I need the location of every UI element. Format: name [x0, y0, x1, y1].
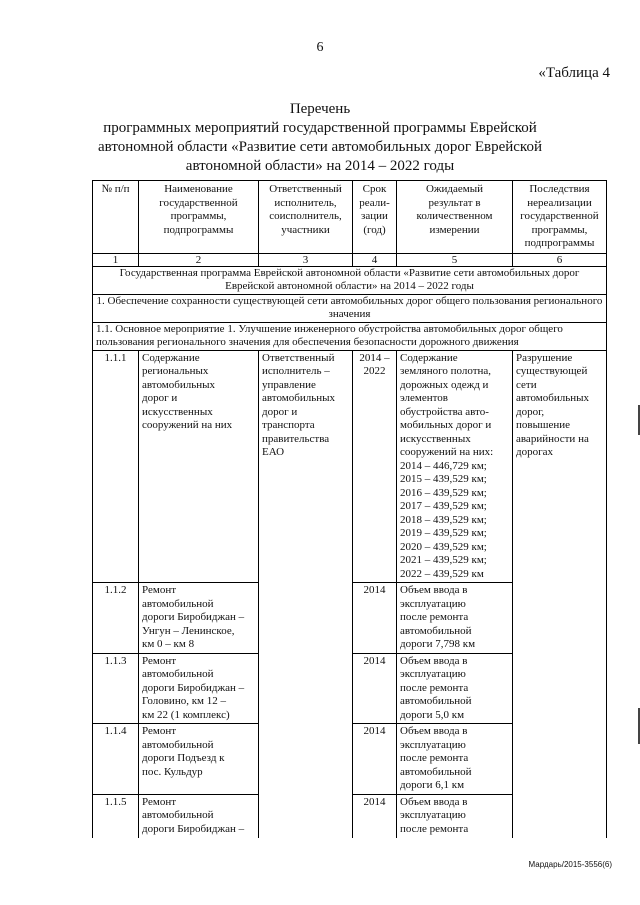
consequence-cell-cont	[513, 653, 607, 724]
consequence-cell-cont	[513, 794, 607, 838]
title-line-4: автономной области» на 2014 – 2022 годы	[185, 158, 455, 174]
page-number: 6	[316, 40, 324, 55]
document-title	[95, 100, 545, 176]
header-num: № п/п	[93, 181, 139, 254]
section-title-cell: 1. Обеспечение сохранности существующей сети автомобильных дорог общего пользования регионального значения	[93, 294, 607, 322]
subsection-row	[93, 322, 607, 350]
program-row	[93, 266, 607, 294]
consequence-cell-cont	[513, 583, 607, 654]
row-term: 2014	[353, 583, 397, 654]
row-number: 1.1.5	[93, 794, 139, 838]
header-term: Срок реали- зации (год)	[353, 181, 397, 254]
table-label: «Таблица 4	[538, 65, 610, 81]
consequence-cell-cont	[513, 724, 607, 795]
row-result: Объем ввода в эксплуатацию после ремонта автомобильной дороги 5,0 км	[397, 653, 513, 724]
responsible-cell: Ответственный исполнитель – управление автомобильных дорог и транспорта правительства ЕАО	[259, 350, 353, 583]
row-result: Объем ввода в эксплуатацию после ремонта	[397, 794, 513, 838]
table-row	[93, 724, 607, 795]
responsible-cell-cont	[259, 794, 353, 838]
subsection-title-cell: 1.1. Основное мероприятие 1. Улучшение инженерного обустройства автомобильных дорог общего пользования регионального значения для обеспечения безопасности дорожного движения	[93, 322, 607, 350]
row-number: 1.1.2	[93, 583, 139, 654]
section-row	[93, 294, 607, 322]
row-term: 2014 – 2022	[353, 350, 397, 583]
measures-table	[92, 180, 607, 838]
column-number: 3	[259, 253, 353, 266]
column-numbers-row	[93, 253, 607, 266]
responsible-cell-cont	[259, 583, 353, 654]
row-term: 2014	[353, 653, 397, 724]
row-name: Содержание региональных автомобильных дорог и искусственных сооружений на них	[139, 350, 259, 583]
header-result: Ожидаемый результат в количественном измерении	[397, 181, 513, 254]
title-line-3: автономной области «Развитие сети автомобильных дорог Еврейской	[98, 139, 542, 155]
title-line-2: программных мероприятий государственной программы Еврейской	[103, 120, 537, 136]
row-number: 1.1.4	[93, 724, 139, 795]
column-number: 1	[93, 253, 139, 266]
table-header-row	[93, 181, 607, 254]
header-responsible: Ответственный исполнитель, соисполнитель, участники	[259, 181, 353, 254]
row-name: Ремонт автомобильной дороги Подъезд к пос. Кульдур	[139, 724, 259, 795]
column-number: 6	[513, 253, 607, 266]
table-row	[93, 350, 607, 583]
row-name: Ремонт автомобильной дороги Биробиджан – Головино, км 12 – км 22 (1 комплекс)	[139, 653, 259, 724]
column-number: 5	[397, 253, 513, 266]
table-row	[93, 653, 607, 724]
title-line-1: Перечень	[289, 101, 351, 117]
header-consequence: Последствия нереализации государственной программы, подпрограммы	[513, 181, 607, 254]
consequence-cell: Разрушение существующей сети автомобильных дорог, повышение аварийности на дорогах	[513, 350, 607, 583]
row-number: 1.1.1	[93, 350, 139, 583]
table-row	[93, 583, 607, 654]
row-number: 1.1.3	[93, 653, 139, 724]
table-row	[93, 794, 607, 838]
column-number: 2	[139, 253, 259, 266]
row-result: Объем ввода в эксплуатацию после ремонта автомобильной дороги 6,1 км	[397, 724, 513, 795]
footer-code: Мардарь/2015-3556(6)	[528, 860, 612, 869]
column-number: 4	[353, 253, 397, 266]
row-result: Содержание земляного полотна, дорожных одежд и элементов обустройства авто- мобильных дорог и искусственных сооружений на них: 2014 – 446,729 км; 2015 – 439,529 км; 2016 – 439,529 км; 2017 – 439,529 км; 2018 – 439,529 км; 2019 – 439,529 км; 2020 – 439,529 км; 2021 – 439,529 км; 2022 – 439,529 км	[397, 350, 513, 583]
row-term: 2014	[353, 724, 397, 795]
row-result: Объем ввода в эксплуатацию после ремонта автомобильной дороги 7,798 км	[397, 583, 513, 654]
program-title-cell: Государственная программа Еврейской автономной области «Развитие сети автомобильных дорог Еврейской автономной области» на 2014 – 2022 годы	[93, 266, 607, 294]
responsible-cell-cont	[259, 724, 353, 795]
row-term: 2014	[353, 794, 397, 838]
header-name: Наименование государственной программы, подпрограммы	[139, 181, 259, 254]
responsible-cell-cont	[259, 653, 353, 724]
row-name: Ремонт автомобильной дороги Биробиджан –	[139, 794, 259, 838]
row-name: Ремонт автомобильной дороги Биробиджан – Унгун – Ленинское, км 0 – км 8	[139, 583, 259, 654]
